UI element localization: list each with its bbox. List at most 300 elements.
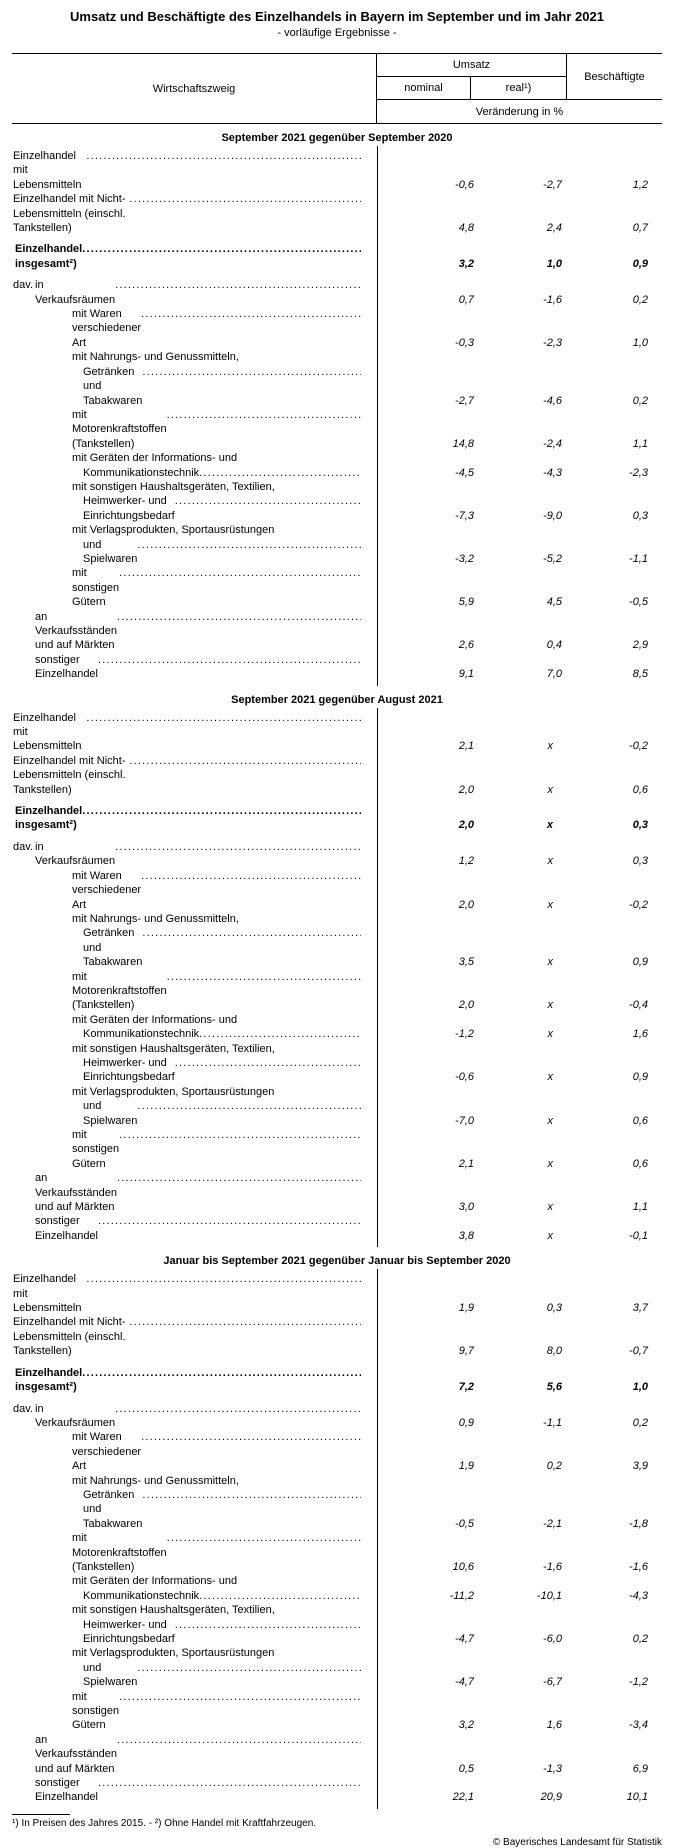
value-nominal: 3,0: [458, 1201, 474, 1214]
row-label-line: [12, 350, 361, 364]
value-real: -2,3: [543, 336, 562, 349]
dot-leader: [142, 926, 361, 940]
row-label-text: mit Motorenkraftstoffen (Tankstellen): [72, 408, 167, 450]
table-row: [12, 1690, 662, 1733]
row-label: [12, 1531, 377, 1574]
row-label-text: mit sonstigen Haushaltsgeräten, Textilien,: [72, 1042, 275, 1055]
dot-leader: [137, 1099, 361, 1113]
row-label-line: [12, 192, 361, 235]
value-real: -10,1: [536, 1589, 562, 1602]
table-row: [12, 480, 662, 523]
row-label-line: [12, 1646, 361, 1660]
row-label-text: Einzelhandel mit Lebensmitteln: [13, 1273, 82, 1315]
row-label-text: mit sonstigen Gütern: [72, 567, 120, 609]
row-label: [12, 242, 377, 271]
value-nominal: 1,9: [458, 1460, 474, 1473]
value-real: 4,5: [546, 596, 562, 609]
value-real: -4,6: [543, 394, 562, 407]
row-label-text: Kommunikationstechnik: [83, 1028, 200, 1041]
value-real: 7,0: [546, 668, 562, 681]
row-label: [12, 970, 377, 1013]
value-real: 0,2: [546, 1460, 562, 1473]
table-row: [12, 912, 662, 970]
value-real: x: [547, 1114, 553, 1127]
row-label: [12, 480, 377, 523]
dot-leader: [119, 1690, 361, 1704]
value-real: x: [547, 1157, 553, 1170]
row-label-line: [12, 451, 361, 465]
value-beschaeftigte: 0,9: [632, 257, 648, 270]
table-row: [12, 451, 662, 480]
table-row: [12, 1315, 662, 1358]
row-label-line: [12, 1589, 361, 1603]
table-row: [12, 523, 662, 566]
table-row: [12, 1776, 662, 1805]
row-label-text: mit Geräten der Informations- und: [72, 452, 238, 465]
value-real: x: [547, 956, 553, 969]
value-beschaeftigte: -1,8: [629, 1517, 648, 1530]
value-real: 5,6: [546, 1381, 562, 1394]
value-beschaeftigte: -0,1: [629, 1229, 648, 1242]
row-label-text: sonstiger Einzelhandel: [35, 653, 98, 681]
row-label: [12, 869, 377, 912]
table-header: [12, 53, 662, 124]
value-nominal: 2,0: [458, 999, 474, 1012]
value-real: 8,0: [546, 1345, 562, 1358]
table-row: [12, 1430, 662, 1473]
row-label-line: [12, 408, 361, 451]
value-real: x: [547, 740, 553, 753]
value-nominal: 3,2: [458, 257, 474, 270]
value-nominal: 0,5: [458, 1762, 474, 1775]
dot-leader: [82, 804, 361, 818]
table-section: [12, 129, 662, 686]
row-label: [12, 840, 377, 869]
dot-leader: [115, 1402, 361, 1416]
value-nominal: 9,1: [458, 668, 474, 681]
value-nominal: 9,7: [458, 1345, 474, 1358]
row-label-line: [12, 1574, 361, 1588]
value-real: -2,4: [543, 437, 562, 450]
dot-leader: [167, 970, 361, 984]
value-real: x: [547, 783, 553, 796]
value-beschaeftigte: 0,3: [632, 855, 648, 868]
dot-leader: [129, 754, 361, 768]
value-nominal: 2,0: [458, 783, 474, 796]
table-row: [12, 1574, 662, 1603]
table-row: [12, 1013, 662, 1042]
table-row: [12, 1366, 662, 1395]
col-header-wirtschaftszweig: Wirtschaftszweig: [12, 54, 377, 123]
row-label: [12, 149, 377, 192]
dot-leader: [141, 1430, 361, 1444]
row-label-text: Getränken und Tabakwaren: [83, 927, 143, 969]
row-label-text: und Spielwaren: [83, 1661, 138, 1689]
dot-leader: [199, 466, 361, 480]
dot-leader: [119, 566, 361, 580]
section-title: September 2021 gegenüber August 2021: [231, 693, 443, 706]
table-row: [12, 242, 662, 271]
row-label-text: in Verkaufsräumen: [35, 279, 116, 306]
row-label: [12, 1013, 377, 1042]
value-beschaeftigte: 0,9: [632, 1071, 648, 1084]
row-label-line: [12, 538, 361, 567]
value-nominal: -2,7: [455, 394, 474, 407]
value-real: -6,0: [543, 1633, 562, 1645]
value-real: x: [546, 819, 553, 832]
value-nominal: 2,1: [458, 1157, 474, 1170]
value-real: 0,4: [546, 639, 562, 652]
table-row: [12, 1646, 662, 1689]
dot-leader: [82, 1366, 361, 1380]
row-label-text: Heimwerker- und Einrichtungsbedarf: [83, 1618, 175, 1645]
table-row: [12, 1402, 662, 1431]
value-nominal: -7,3: [455, 509, 474, 522]
value-beschaeftigte: -0,2: [629, 898, 648, 911]
row-label-line: [12, 466, 361, 480]
row-label: [12, 653, 377, 682]
table-row: [12, 192, 662, 235]
row-label: [12, 192, 377, 235]
section-body: [12, 1269, 662, 1809]
value-beschaeftigte: 8,5: [632, 668, 648, 681]
row-label-line: [12, 926, 361, 969]
value-nominal: -0,6: [455, 1071, 474, 1084]
row-label-line: [12, 1488, 361, 1531]
dot-leader: [117, 610, 361, 624]
row-label: [12, 1776, 377, 1805]
table-row: [12, 869, 662, 912]
copyright: © Bayerisches Landesamt für Statistik: [492, 1836, 662, 1848]
row-label-text: in Verkaufsräumen: [35, 840, 116, 868]
dot-leader: [86, 149, 361, 163]
value-nominal: 22,1: [452, 1791, 474, 1804]
value-beschaeftigte: 1,6: [632, 1028, 648, 1041]
dot-leader: [167, 1531, 361, 1545]
row-label-line: [12, 653, 361, 682]
value-real: x: [547, 1229, 553, 1242]
row-label-text: in Verkaufsräumen: [35, 1402, 116, 1429]
dot-leader: [175, 1618, 361, 1632]
value-beschaeftigte: 0,2: [632, 1633, 648, 1645]
footnote: ¹) In Preisen des Jahres 2015. - ²) Ohne Handel mit Kraftfahrzeugen.: [12, 1814, 662, 1829]
value-beschaeftigte: -1,6: [629, 1560, 648, 1573]
row-label: [12, 307, 377, 350]
row-label-line: [12, 494, 361, 523]
row-label-text: Getränken und Tabakwaren: [83, 365, 143, 407]
dot-leader: [141, 869, 361, 883]
row-prefix: dav.: [13, 279, 33, 292]
value-nominal: 2,0: [458, 819, 474, 832]
row-label: [12, 1042, 377, 1085]
value-real: 2,4: [546, 222, 562, 235]
value-real: -1,1: [543, 1416, 562, 1429]
value-beschaeftigte: 0,9: [632, 956, 648, 969]
row-label-text: an Verkaufsständen und auf Märkten: [35, 1172, 117, 1214]
row-label-text: an Verkaufsständen und auf Märkten: [35, 1733, 117, 1775]
table-section: [12, 1252, 662, 1809]
dot-leader: [86, 1272, 361, 1286]
row-label-text: mit Geräten der Informations- und: [72, 1575, 238, 1588]
row-label-text: Heimwerker- und Einrichtungsbedarf: [83, 1056, 175, 1084]
value-nominal: 2,0: [458, 898, 474, 911]
dot-leader: [98, 653, 361, 667]
value-nominal: 3,8: [458, 1229, 474, 1242]
row-label-text: Einzelhandel mit Nicht-Lebensmitteln (einschl. Tankstellen): [13, 1316, 126, 1358]
row-label: [12, 1214, 377, 1243]
dot-leader: [142, 1488, 361, 1502]
row-label-line: [12, 1042, 361, 1056]
page-title: Umsatz und Beschäftigte des Einzelhandels in Bayern im September und im Jahr 2021: [70, 9, 604, 24]
row-label-line: [12, 1776, 361, 1805]
row-label-line: [12, 149, 361, 192]
value-nominal: -0,6: [455, 178, 474, 191]
table-row: [12, 840, 662, 869]
value-beschaeftigte: 0,2: [632, 394, 648, 407]
row-label-line: [12, 1085, 361, 1099]
value-nominal: -0,3: [455, 336, 474, 349]
value-beschaeftigte: 3,9: [632, 1460, 648, 1473]
row-label-text: sonstiger Einzelhandel: [35, 1215, 98, 1242]
row-label-text: an Verkaufsständen und auf Märkten: [35, 610, 117, 652]
value-real: x: [547, 999, 553, 1012]
value-real: 1,6: [546, 1719, 562, 1732]
row-label-text: mit Verlagsprodukten, Sportausrüstungen: [72, 1085, 275, 1098]
row-label: [12, 1430, 377, 1473]
table-row: [12, 1603, 662, 1646]
value-beschaeftigte: 0,7: [632, 222, 648, 235]
row-label-line: [12, 1531, 361, 1574]
value-real: -2,7: [543, 178, 562, 191]
value-real: x: [547, 898, 553, 911]
row-label-line: [12, 912, 361, 926]
value-nominal: 3,2: [458, 1719, 474, 1732]
value-beschaeftigte: -1,2: [629, 1676, 648, 1689]
table-sections: [12, 129, 662, 1809]
dot-leader: [129, 1315, 361, 1329]
col-header-umsatz: Umsatz: [377, 54, 566, 77]
row-label-line: [12, 1272, 361, 1315]
dot-leader: [137, 538, 361, 552]
value-real: -4,3: [543, 466, 562, 479]
table-row: [12, 149, 662, 192]
row-label-line: [12, 1618, 361, 1647]
row-label-line: [12, 1214, 361, 1243]
row-label: [12, 1402, 377, 1431]
row-label: [12, 1128, 377, 1171]
value-beschaeftigte: -0,4: [629, 999, 648, 1012]
row-label-text: mit Motorenkraftstoffen (Tankstellen): [72, 970, 167, 1012]
row-label-line: [12, 1474, 361, 1488]
row-label-line: [12, 1430, 361, 1473]
value-real: x: [547, 1028, 553, 1041]
row-label-text: Heimwerker- und Einrichtungsbedarf: [83, 495, 175, 522]
value-real: -1,6: [543, 293, 562, 306]
row-label-line: [12, 869, 361, 912]
row-label-line: [12, 1366, 361, 1395]
value-beschaeftigte: 1,0: [632, 336, 648, 349]
row-label-text: mit sonstigen Haushaltsgeräten, Textilien,: [72, 480, 275, 493]
table-row: [12, 711, 662, 754]
row-label-text: Kommunikationstechnik: [83, 466, 200, 479]
section-title: September 2021 gegenüber September 2020: [221, 132, 453, 144]
dot-leader: [199, 1027, 361, 1041]
value-beschaeftigte: -1,1: [629, 552, 648, 565]
row-label-text: mit Motorenkraftstoffen (Tankstellen): [72, 1532, 167, 1573]
row-label: [12, 350, 377, 408]
dot-leader: [141, 307, 361, 321]
value-beschaeftigte: 0,6: [632, 1114, 648, 1127]
dot-leader: [137, 1661, 361, 1675]
table-row: [12, 754, 662, 797]
row-label-line: [12, 1603, 361, 1617]
value-beschaeftigte: 0,2: [632, 293, 648, 306]
row-prefix: dav.: [13, 1402, 33, 1415]
row-label: [12, 451, 377, 480]
value-nominal: 0,7: [458, 293, 474, 306]
row-label: [12, 1272, 377, 1315]
section-body: [12, 708, 662, 1248]
row-label-text: Einzelhandel insgesamt²): [15, 1366, 83, 1394]
value-nominal: -11,2: [449, 1589, 474, 1602]
dot-leader: [115, 840, 361, 854]
row-label: [12, 408, 377, 451]
dot-leader: [167, 408, 361, 422]
row-label-text: mit Waren verschiedener Art: [72, 869, 142, 911]
row-label-line: [12, 1402, 361, 1431]
row-label-text: Einzelhandel insgesamt²): [15, 805, 83, 832]
row-label-text: Einzelhandel mit Lebensmitteln: [13, 150, 82, 191]
value-beschaeftigte: 0,6: [632, 783, 648, 796]
value-nominal: 3,5: [458, 956, 474, 969]
table-row: [12, 1214, 662, 1243]
row-label-line: [12, 1315, 361, 1358]
row-label-line: [12, 365, 361, 408]
dot-leader: [175, 1056, 361, 1070]
row-label: [12, 754, 377, 797]
row-label-text: mit Geräten der Informations- und: [72, 1013, 238, 1026]
row-label-line: [12, 1128, 361, 1171]
value-nominal: 2,1: [458, 740, 474, 753]
row-label-line: [12, 480, 361, 494]
dot-leader: [142, 365, 361, 379]
table-section: [12, 691, 662, 1248]
row-label-text: Kommunikationstechnik: [83, 1589, 200, 1602]
value-nominal: -1,2: [455, 1028, 474, 1041]
value-beschaeftigte: 1,2: [632, 178, 648, 191]
row-label-text: mit Verlagsprodukten, Sportausrüstungen: [72, 524, 275, 537]
table-row: [12, 970, 662, 1013]
section-body: [12, 146, 662, 686]
row-label-text: mit Waren verschiedener Art: [72, 1431, 142, 1473]
row-label-text: Einzelhandel mit Lebensmitteln: [13, 711, 82, 753]
value-nominal: -4,5: [455, 466, 474, 479]
dot-leader: [86, 711, 361, 725]
table-row: [12, 804, 662, 833]
value-beschaeftigte: -3,4: [629, 1719, 648, 1732]
value-beschaeftigte: 0,3: [632, 509, 648, 522]
value-nominal: -7,0: [455, 1114, 474, 1127]
table-row: [12, 1733, 662, 1776]
value-beschaeftigte: -0,2: [629, 740, 648, 753]
value-beschaeftigte: 0,6: [632, 1157, 648, 1170]
row-label: [12, 1574, 377, 1603]
row-label-text: mit Nahrungs- und Genussmitteln,: [72, 1474, 239, 1487]
row-label: [12, 912, 377, 970]
dot-leader: [115, 278, 361, 292]
value-real: 1,0: [546, 257, 562, 270]
row-label-line: [12, 754, 361, 797]
value-beschaeftigte: 1,1: [632, 437, 648, 450]
col-header-real: real¹): [470, 77, 566, 99]
value-beschaeftigte: 2,9: [632, 639, 648, 652]
row-label-text: und Spielwaren: [83, 538, 138, 565]
row-label-line: [12, 610, 361, 653]
row-label-text: sonstiger Einzelhandel: [35, 1777, 98, 1804]
row-label-line: [12, 1690, 361, 1733]
value-nominal: -4,7: [455, 1676, 474, 1689]
row-label: [12, 1603, 377, 1646]
value-nominal: 7,2: [458, 1381, 474, 1394]
value-beschaeftigte: -0,5: [629, 596, 648, 609]
page-subtitle: - vorläufige Ergebnisse -: [277, 27, 397, 39]
row-label-text: Einzelhandel mit Nicht-Lebensmitteln (einschl. Tankstellen): [13, 193, 126, 235]
value-beschaeftigte: 10,1: [626, 1791, 648, 1804]
row-label-line: [12, 1013, 361, 1027]
row-label-line: [12, 711, 361, 754]
value-real: -1,6: [543, 1560, 562, 1573]
row-label-line: [12, 1661, 361, 1690]
table-row: [12, 1531, 662, 1574]
dot-leader: [129, 192, 361, 206]
dot-leader: [117, 1733, 361, 1747]
table-row: [12, 278, 662, 307]
value-real: 20,9: [540, 1791, 562, 1804]
row-label: [12, 1085, 377, 1128]
table-row: [12, 1474, 662, 1532]
row-label-line: [12, 804, 361, 833]
table-row: [12, 1085, 662, 1128]
row-label-line: [12, 840, 361, 869]
row-label: [12, 1690, 377, 1733]
table-row: [12, 307, 662, 350]
value-real: -1,3: [543, 1762, 562, 1775]
row-label: [12, 1366, 377, 1395]
row-label-line: [12, 1733, 361, 1776]
table-row: [12, 408, 662, 451]
value-nominal: 10,6: [452, 1560, 474, 1573]
col-header-nominal: nominal: [404, 82, 443, 94]
row-label-text: Einzelhandel insgesamt²): [15, 243, 83, 270]
statistics-table: [12, 53, 662, 1809]
row-label: [12, 610, 377, 653]
row-label-line: [12, 1171, 361, 1214]
dot-leader: [82, 242, 361, 256]
row-label-line: [12, 307, 361, 350]
value-nominal: 1,2: [458, 855, 474, 868]
unit-row-label: Veränderung in %: [377, 99, 662, 123]
value-nominal: -3,2: [455, 552, 474, 565]
row-label: [12, 1733, 377, 1776]
table-row: [12, 1272, 662, 1315]
col-header-beschaeftigte: Beschäftigte: [566, 54, 662, 99]
value-real: 0,3: [546, 1302, 562, 1315]
value-beschaeftigte: -0,7: [629, 1345, 648, 1358]
value-beschaeftigte: -4,3: [629, 1589, 648, 1602]
row-label-text: mit Nahrungs- und Genussmitteln,: [72, 351, 239, 364]
row-label-text: Einzelhandel mit Nicht-Lebensmitteln (einschl. Tankstellen): [13, 754, 126, 796]
value-nominal: 14,8: [452, 437, 474, 450]
